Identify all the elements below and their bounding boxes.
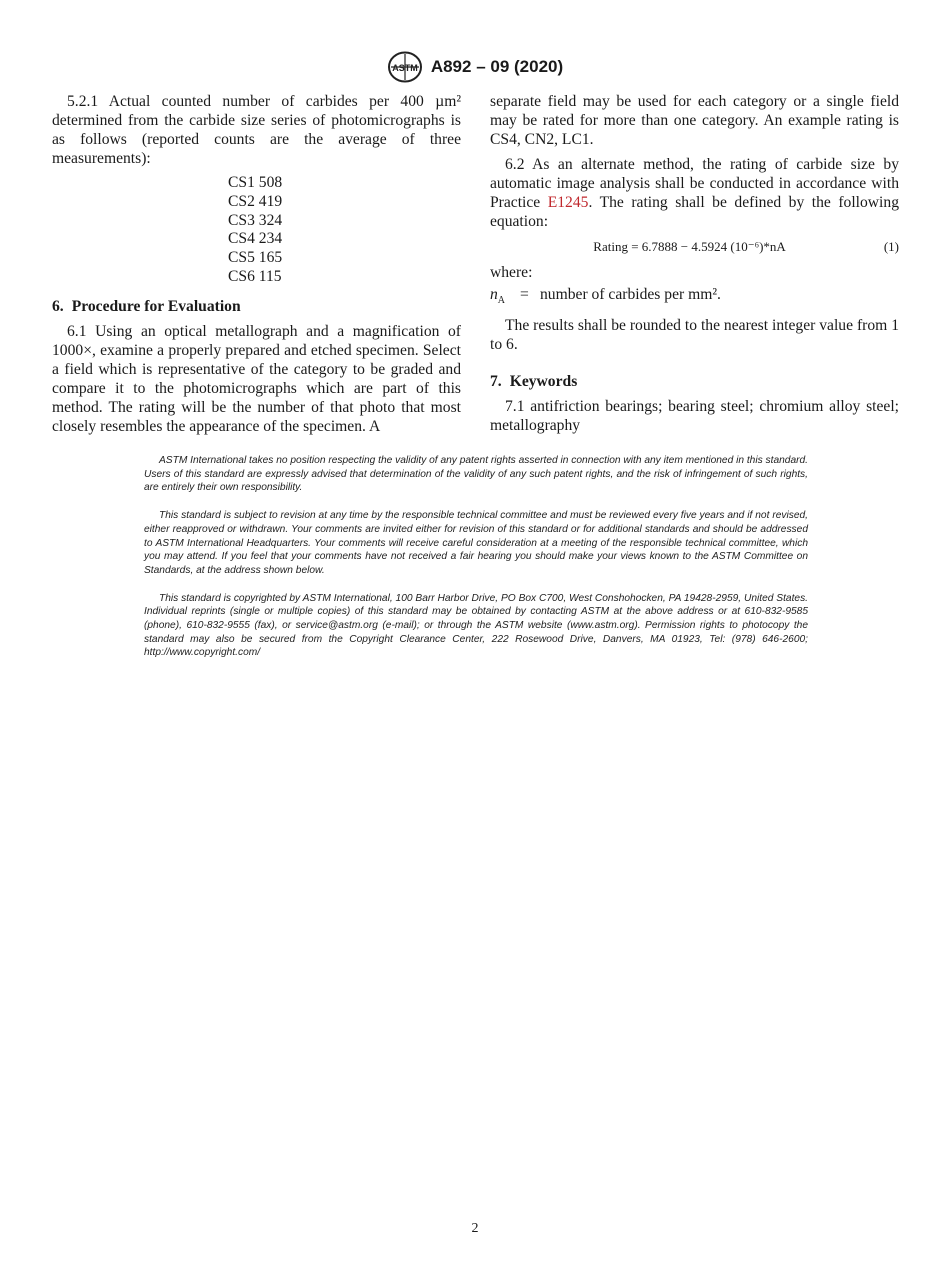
where-label: where: bbox=[490, 264, 533, 281]
count-item: CS1 508 bbox=[228, 174, 283, 191]
page-number: 2 bbox=[471, 1221, 479, 1236]
equation-text: Rating = 6.7888 − 4.5924 (10⁻⁶)*nA bbox=[593, 238, 786, 254]
paragraph-6-1: 6.1 Using an optical metallograph and a magnification of 1000×, examine a properly prepared and etched specimen. Select a field which is representative of the category to be graded and compare it to the photomicrographs which are part of this method. The rating will be the number of that photo that most closely resembles the appearance of the specimen. A bbox=[52, 322, 461, 435]
section-number: 7. bbox=[490, 373, 502, 391]
legal-notices bbox=[144, 454, 808, 674]
carbide-count-list bbox=[228, 174, 461, 287]
paragraph-text: 6.2 As an alternate method, the rating of carbide size by automatic image analysis shall be conducted in accordance with Practice bbox=[490, 156, 899, 211]
paragraph-7-1: 7.1 antifriction bearings; bearing steel; chromium alloy steel; metallography bbox=[490, 398, 899, 435]
variable-description: number of carbides per mm². bbox=[540, 286, 721, 303]
svg-text:ASTM: ASTM bbox=[392, 63, 418, 73]
section-number: 6. bbox=[52, 297, 64, 315]
count-item: CS2 419 bbox=[228, 192, 283, 210]
equation-number: (1) bbox=[883, 238, 899, 254]
section-title: Keywords bbox=[509, 373, 578, 391]
paragraph-text: . The rating shall be defined by the following equation: bbox=[490, 194, 899, 230]
count-item: CS5 165 bbox=[228, 249, 283, 267]
variable-definition bbox=[490, 285, 899, 310]
revision-notice: This standard is subject to revision at any time by the responsible technical committee and must be reviewed every five years and if not revised, either reapproved or withdrawn. Your comments are invited either for revision of this standard or for additional standards and should be addressed to ASTM International Headquarters. Your comments will receive careful consideration at a meeting of the responsible technical committee, which you may attend. If you feel that your comments have not received a fair hearing you should make your views known to the ASTM Committee on Standards, at the address shown below. bbox=[144, 510, 808, 576]
rating-equation bbox=[490, 237, 899, 255]
document-designation: A892 – 09 (2020) bbox=[430, 57, 564, 76]
section-title: Procedure for Evaluation bbox=[71, 297, 241, 315]
copyright-notice: This standard is copyrighted by ASTM International, 100 Barr Harbor Drive, PO Box C700, West Conshohocken, PA 19428-2959, United States. Individual reprints (single or multiple copies) of this standard may be obtained by contacting ASTM at the above address or at 610-832-9585 (phone), 610-832-9555 (fax), or service@astm.org (e-mail); or through the ASTM website (www.astm.org). Permission rights to photocopy the standard may also be secured from the Copyright Clearance Center, 222 Rosewood Drive, Danvers, MA 01923, Tel: (978) 646-2600; http://www.copyright.com/ bbox=[144, 592, 808, 659]
paragraph-rounding: The results shall be rounded to the nearest integer value from 1 to 6. bbox=[490, 317, 899, 354]
variable-symbol: $n_A$ bbox=[490, 286, 506, 307]
paragraph-6-2 bbox=[490, 155, 899, 231]
patent-notice: ASTM International takes no position respecting the validity of any patent rights asserted in connection with any item mentioned in this standard. Users of this standard are expressly advised that determination of the validity of any such patent rights, and the risk of infringement of such rights, are entirely their own responsibility. bbox=[144, 455, 808, 494]
paragraph-6-1-continued: separate field may be used for each category or a single field may be rated for more than one category. An example rating is CS4, CN2, LC1. bbox=[490, 93, 899, 148]
astm-logo-icon bbox=[387, 51, 423, 83]
left-column bbox=[52, 92, 461, 442]
variable-equals: = bbox=[520, 286, 529, 303]
paragraph-5-2-1: 5.2.1 Actual counted number of carbides per 400 µm² determined from the carbide size series of photomicrographs is as follows (reported counts are the average of three measurements): bbox=[52, 93, 461, 167]
page-header bbox=[0, 50, 950, 84]
count-item: CS4 234 bbox=[228, 230, 283, 248]
section-6-heading bbox=[52, 297, 461, 316]
right-column bbox=[490, 92, 899, 441]
count-item: CS6 115 bbox=[228, 267, 282, 285]
e1245-link[interactable]: E1245 bbox=[547, 194, 589, 211]
count-item: CS3 324 bbox=[228, 211, 283, 229]
section-7-heading bbox=[490, 372, 899, 391]
